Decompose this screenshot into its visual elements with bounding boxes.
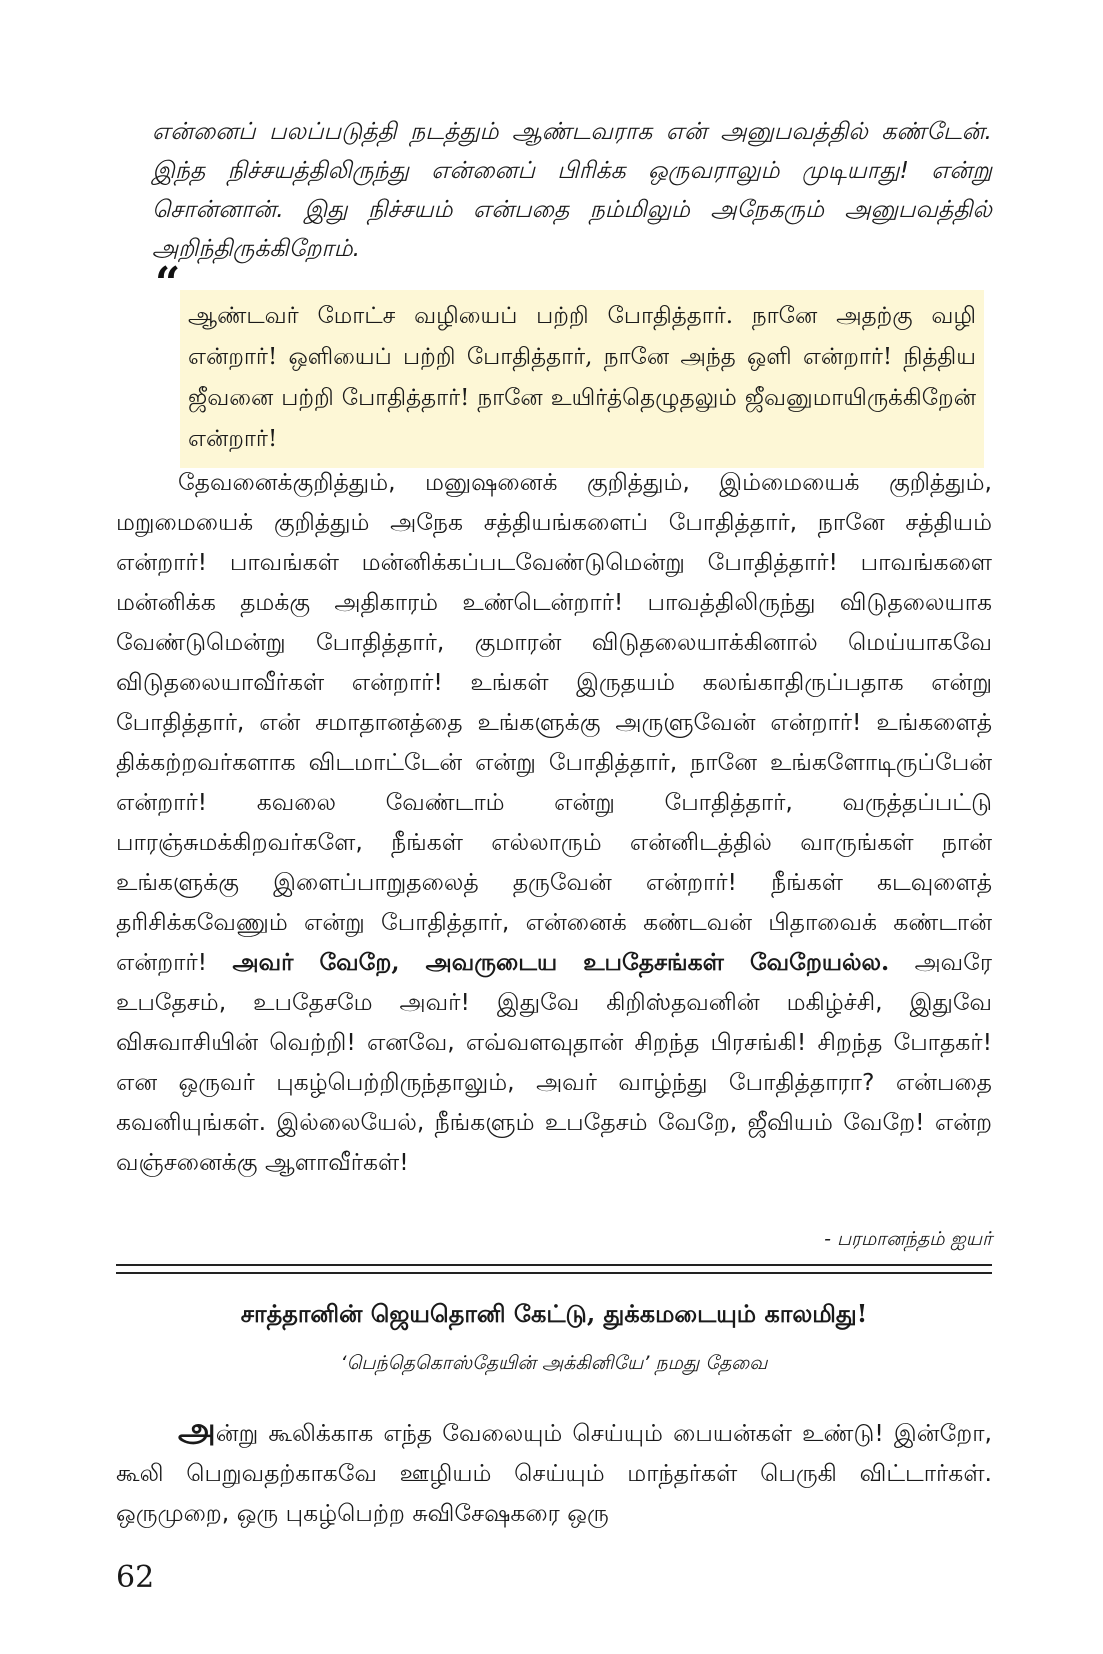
section-subtitle: ‘பெந்தெகொஸ்தேயின் அக்கினியே’ நமது தேவை (340, 1352, 768, 1374)
section-divider-bottom (116, 1272, 992, 1274)
section-body (116, 1410, 992, 1533)
intro-paragraph: என்னைப் பலப்படுத்தி நடத்தும் ஆண்டவராக என் அனுபவத்தில் கண்டேன். இந்த நிச்சயத்திலிருந்து என்னைப் பிரிக்க ஒருவராலும் முடியாது! என்று சொன்னான். இது நிச்சயம் என்பதை நம்மிலும் அநேகரும் அனுபவத்தில் அறிந்திருக்கிறோம். (152, 117, 992, 262)
main-paragraph (116, 462, 992, 1182)
section-divider-top (116, 1264, 992, 1266)
section-body-text: ன்று கூலிக்காக எந்த வேலையும் செய்யும் பையன்கள் உண்டு! இன்றோ, கூலி பெறுவதற்காகவே ஊழியம் செய்யும் மாந்தர்கள் பெருகி விட்டார்கள். ஒருமுறை, ஒரு புகழ்பெற்ற சுவிசேஷகரை ஒரு (116, 1419, 992, 1527)
main-paragraph-text-continued: அவரே உபதேசம், உபதேசமே அவர்! இதுவே கிறிஸ்தவனின் மகிழ்ச்சி, இதுவே விசுவாசியின் வெற்றி! எனவே, எவ்வளவுதான் சிறந்த பிரசங்கி! சிறந்த போதகர்! என ஒருவர் புகழ்பெற்றிருந்தாலும், அவர் வாழ்ந்து போதித்தாரா? என்பதை கவனியுங்கள். இல்லையேல், நீங்களும் உபதேசம் வேறே, ஜீவியம் வேறே! என்ற வஞ்சனைக்கு ஆளாவீர்கள்! (116, 948, 992, 1176)
page-number: 62 (116, 1560, 155, 1595)
quote-author: - பரமானந்தம் ஐயர் (824, 1228, 992, 1250)
highlighted-quote: ஆண்டவர் மோட்ச வழியைப் பற்றி போதித்தார். நானே அதற்கு வழி என்றார்! ஒளியைப் பற்றி போதித்தார், நானே அந்த ஒளி என்றார்! நித்திய ஜீவனை பற்றி போதித்தார்! நானே உயிர்த்தெழுதலும் ஜீவனுமாயிருக்கிறேன் என்றார்! (180, 290, 984, 468)
drop-cap: அ (178, 1410, 216, 1450)
main-paragraph-bold-text: அவர் வேறே, அவருடைய உபதேசங்கள் வேறேயல்ல. (232, 948, 890, 976)
section-title: சாத்தானின் ஜெயதொனி கேட்டு, துக்கமடையும் காலமிது! (240, 1299, 868, 1328)
quote-mark-icon: “ (155, 258, 181, 309)
main-paragraph-text: தேவனைக்குறித்தும், மனுஷனைக் குறித்தும், இம்மையைக் குறித்தும், மறுமையைக் குறித்தும் அநேக சத்தியங்களைப் போதித்தார், நானே சத்தியம் என்றார்! பாவங்கள் மன்னிக்கப்படவேண்டுமென்று போதித்தார்! பாவங்களை மன்னிக்க தமக்கு அதிகாரம் உண்டென்றார்! பாவத்திலிருந்து விடுதலையாக வேண்டுமென்று போதித்தார், குமாரன் விடுதலையாக்கினால் மெய்யாகவே விடுதலையாவீர்கள் என்றார்! உங்கள் இருதயம் கலங்காதிருப்பதாக என்று போதித்தார், என் சமாதானத்தை உங்களுக்கு அருளுவேன் என்றார்! உங்களைத் திக்கற்றவர்களாக விடமாட்டேன் என்று போதித்தார், நானே உங்களோடிருப்பேன் என்றார்! கவலை வேண்டாம் என்று போதித்தார், வருத்தப்பட்டு பாரஞ்சுமக்கிறவர்களே, நீங்கள் எல்லாரும் என்னிடத்தில் வாருங்கள் நான் உங்களுக்கு இளைப்பாறுதலைத் தருவேன் என்றார்! நீங்கள் கடவுளைத் தரிசிக்கவேணும் என்று போதித்தார், என்னைக் கண்டவன் பிதாவைக் கண்டான் என்றார்! (116, 468, 992, 976)
